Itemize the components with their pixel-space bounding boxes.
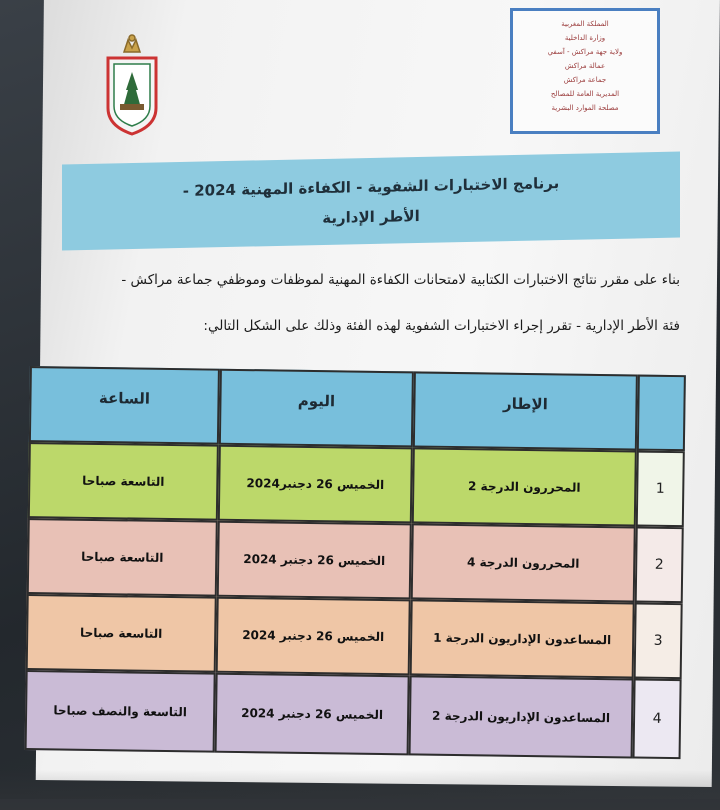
intro-paragraph-line: بناء على مقرر نتائج الاختبارات الكتابية لامتحانات الكفاءة المهنية لموظفات وموظفي جماعة مراكش - [121, 272, 680, 288]
time-cell: التاسعة صباحا [27, 518, 218, 597]
row-number: 4 [633, 679, 682, 760]
day-cell: الخميس 26 دجنبر 2024 [217, 521, 412, 600]
day-cell: الخميس 26 دجنبر 2024 [215, 673, 410, 756]
grade-cell: المساعدون الإداريون الدرجة 1 [410, 599, 635, 678]
grade-cell: المحررون الدرجة 2 [412, 447, 637, 526]
day-cell: الخميس 26 دجنبر2024 [218, 445, 413, 524]
row-number: 2 [635, 527, 684, 604]
time-cell: التاسعة صباحا [28, 442, 219, 521]
header-number-cell [637, 375, 686, 452]
page-bottom-shadow [0, 770, 720, 810]
grade-cell: المساعدون الإداريون الدرجة 2 [409, 675, 634, 758]
header-day: اليوم [219, 369, 414, 448]
title-banner [62, 152, 680, 251]
header-grade: الإطار [413, 371, 638, 450]
document-subtitle: الأطر الإدارية [322, 206, 420, 228]
admin-line: المملكة المغربية [561, 20, 609, 28]
time-cell: التاسعة والنصف صباحا [25, 670, 216, 753]
time-cell: التاسعة صباحا [26, 594, 217, 673]
row-number: 3 [634, 603, 683, 680]
admin-line: وزارة الداخلية [564, 34, 606, 42]
document-title: برنامج الاختبارات الشفوية - الكفاءة المهنية 2024 - [182, 174, 560, 200]
admin-line: جماعة مراكش [563, 76, 607, 84]
admin-line: عمالة مراكش [564, 62, 606, 70]
grade-cell: المحررون الدرجة 4 [411, 523, 636, 602]
schedule-table [20, 362, 692, 771]
row-number: 1 [636, 451, 685, 528]
day-cell: الخميس 26 دجنبر 2024 [216, 597, 411, 676]
admin-line: مصلحة الموارد البشرية [551, 104, 619, 112]
administration-header [510, 8, 660, 134]
admin-line: ولاية جهة مراكش - آسفي [547, 48, 623, 56]
admin-line: المديرية العامة للمصالح [550, 90, 620, 98]
coat-of-arms-emblem [100, 30, 164, 140]
intro-paragraph-line: فئة الأطر الإدارية - تقرر إجراء الاختبارات الشفوية لهذه الفئة وذلك على الشكل التالي: [203, 318, 680, 334]
header-time: الساعة [29, 366, 220, 445]
